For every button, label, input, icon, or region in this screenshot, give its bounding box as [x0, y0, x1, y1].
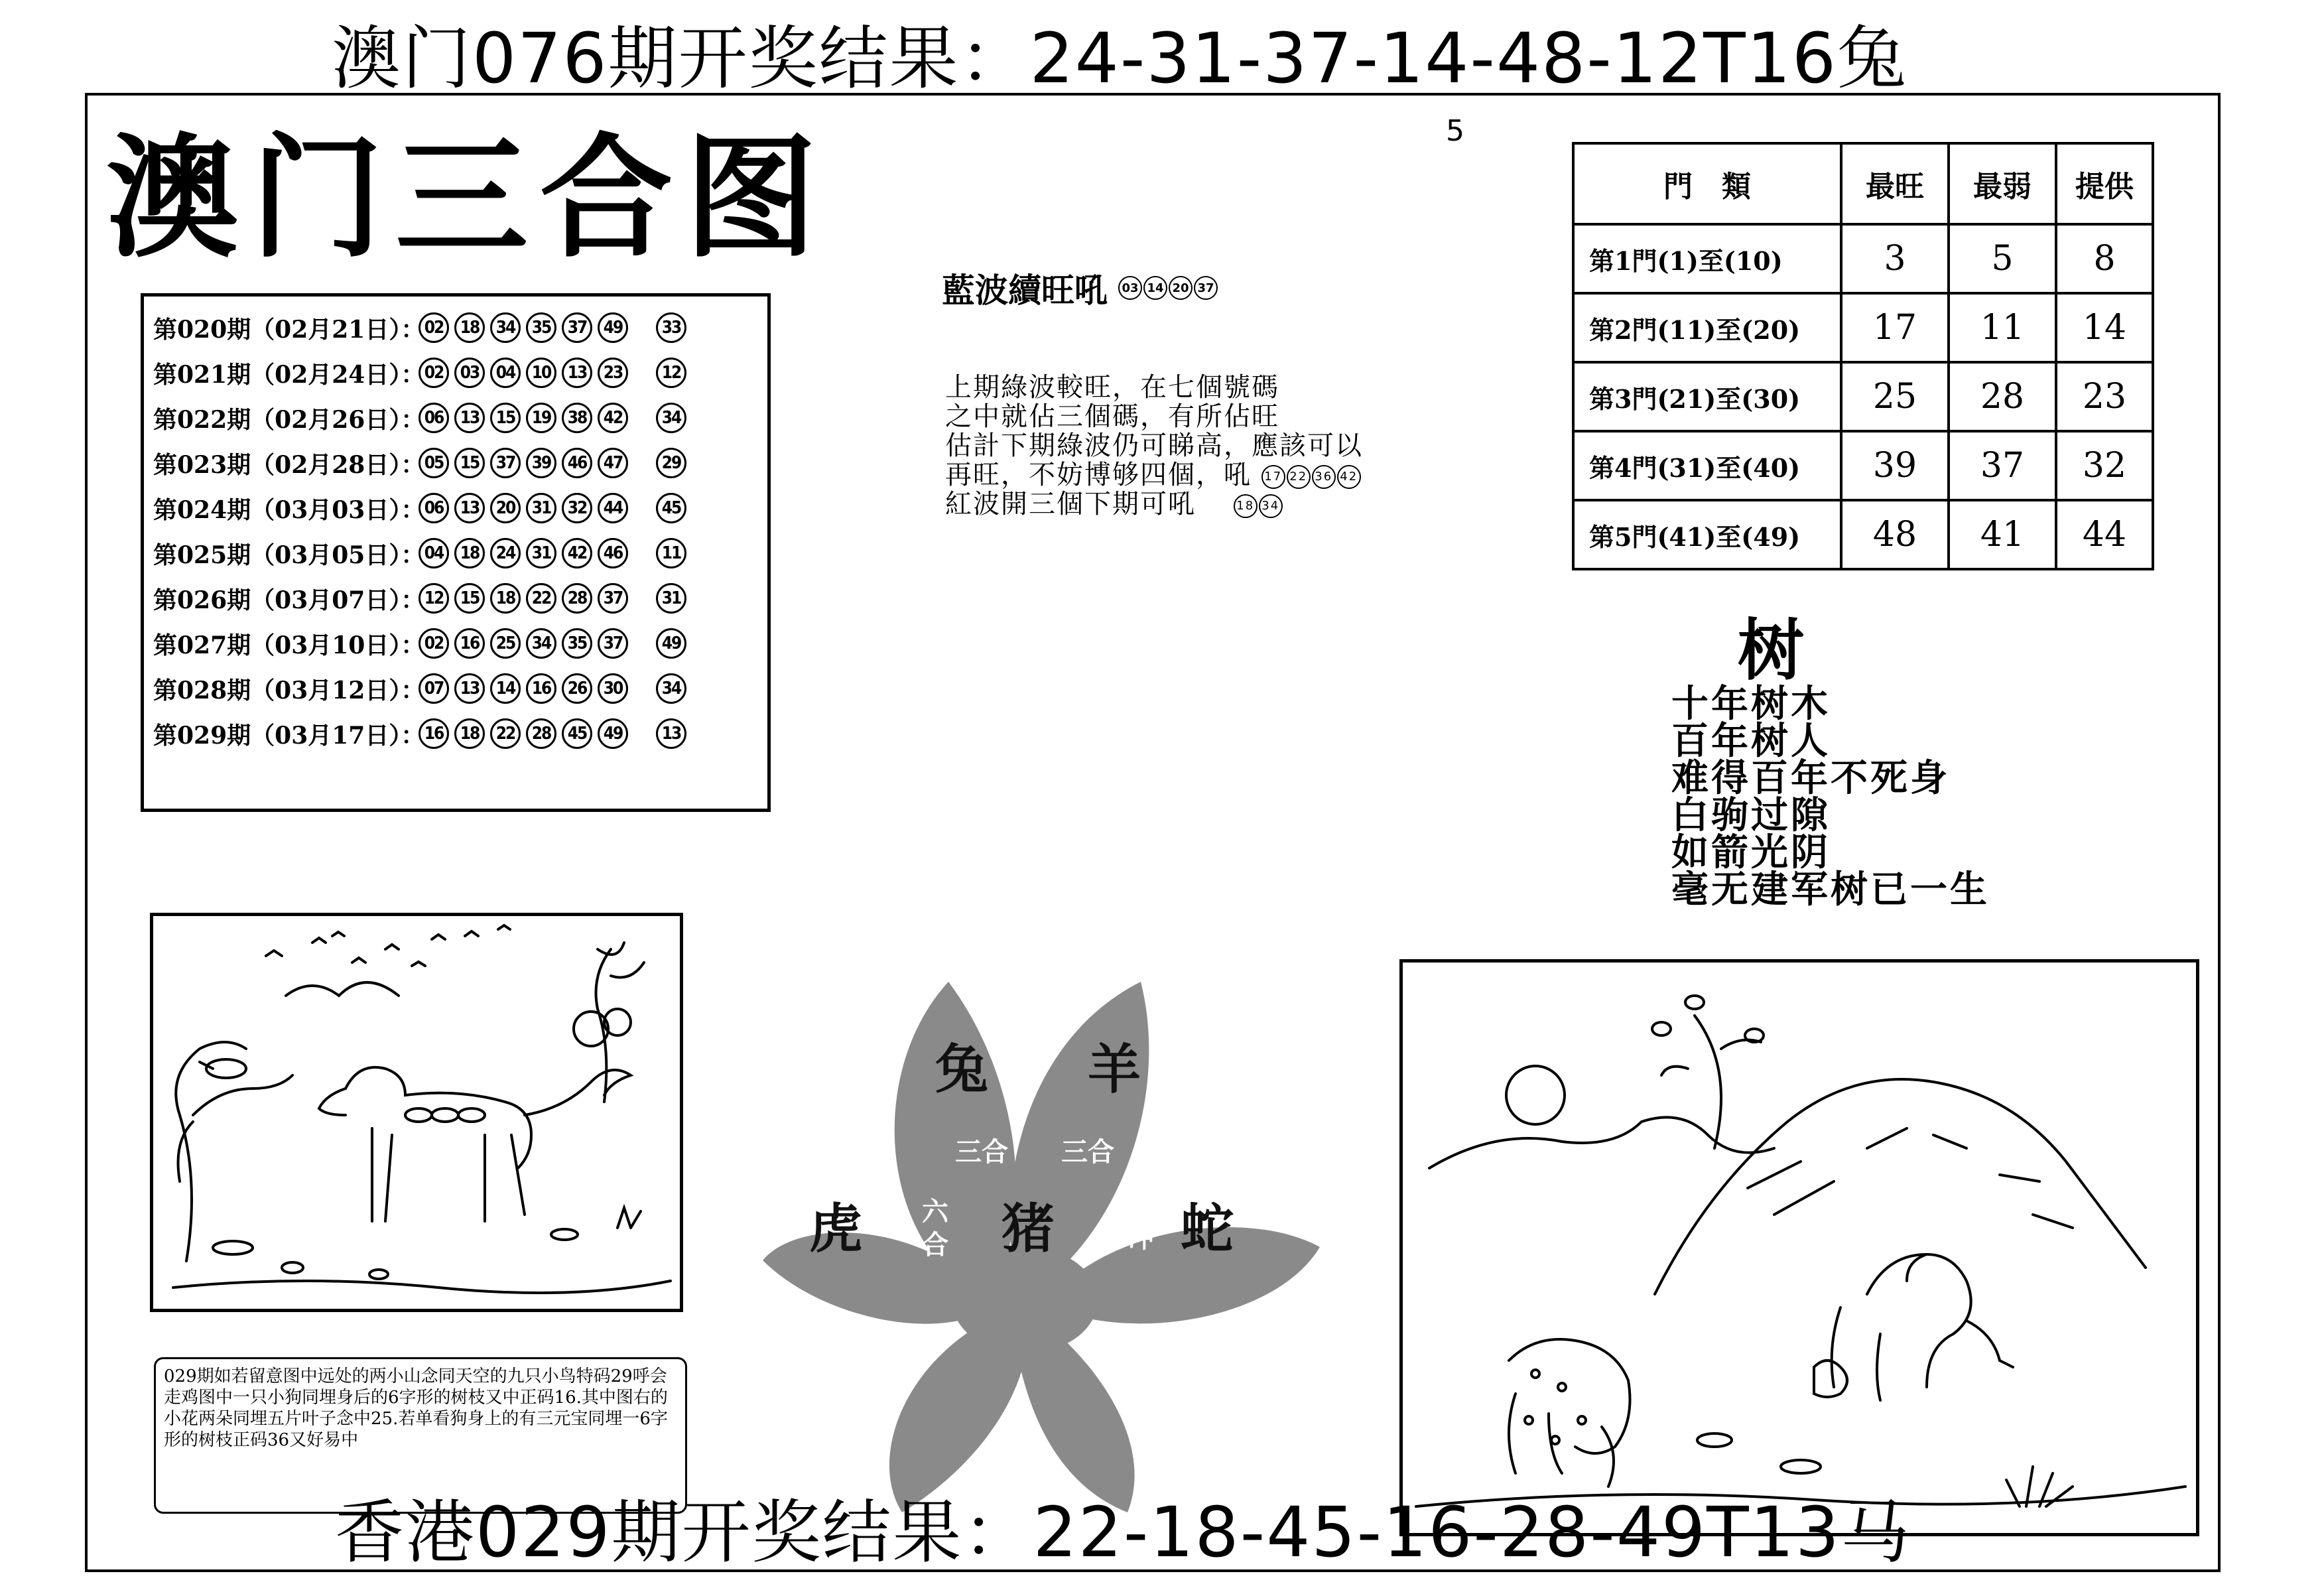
small-number-ball: 18: [1234, 494, 1258, 518]
analysis-balls: [1234, 494, 1283, 518]
number-ball: 37: [598, 583, 628, 614]
number-ball: 10: [526, 358, 556, 388]
number-ball: 23: [598, 358, 628, 388]
history-row: [153, 533, 686, 574]
door-max: 3: [1841, 224, 1949, 293]
mountain-illustration: [1399, 959, 2199, 1536]
flower-label-he: 合: [922, 1230, 948, 1260]
number-ball: 47: [598, 448, 628, 478]
number-ball: 22: [526, 583, 556, 614]
number-ball: 16: [454, 628, 485, 659]
number-ball: 38: [562, 403, 592, 433]
poem: [1671, 683, 1990, 911]
banner-top-result: 澳门076期开奖结果：24-31-37-14-48-12T16兔: [332, 18, 1908, 99]
number-ball: 06: [419, 403, 449, 433]
door-range: 第1門(1)至(10): [1573, 224, 1841, 293]
number-ball: 32: [562, 493, 592, 523]
number-ball: 42: [598, 403, 628, 433]
poem-line: 十年树木: [1671, 683, 1831, 726]
door-offer: 8: [2056, 224, 2153, 293]
page-title: 澳门三合图: [106, 121, 830, 276]
history-balls: [419, 358, 628, 388]
flower-tiger: 虎: [809, 1198, 862, 1260]
door-row: [1573, 431, 2153, 500]
number-ball: 34: [526, 628, 556, 659]
history-balls: [419, 628, 628, 659]
history-row: [153, 578, 686, 619]
flower-rabbit: 兔: [935, 1039, 988, 1100]
number-ball: 31: [526, 493, 556, 523]
special-number-ball: 11: [656, 538, 686, 568]
history-period-label: 第028期（03月12日）：: [153, 676, 425, 704]
door-row: [1573, 500, 2153, 569]
wave-tip-text: 藍波續旺吼: [942, 271, 1108, 310]
number-ball: 13: [454, 673, 485, 704]
door-offer: 44: [2056, 500, 2153, 569]
dog-drawing-icon: [153, 916, 680, 1309]
poem-line: 如箭光阴: [1671, 831, 1831, 874]
small-number-ball: 22: [1287, 465, 1311, 489]
analysis-line: 估計下期綠波仍可睇高，應該可以: [945, 431, 1363, 461]
special-number-ball: 34: [656, 673, 686, 704]
special-number-ball: 33: [656, 312, 686, 343]
zodiac-flower: [756, 968, 1326, 1526]
poem-line: 毫无建军树已一生: [1671, 868, 1990, 911]
poem-title: 树: [1738, 612, 1804, 689]
door-min: 41: [1949, 500, 2056, 569]
history-period-label: 第022期（02月26日）：: [153, 405, 425, 434]
number-ball: 28: [526, 718, 556, 749]
page-number: 5: [1446, 114, 1464, 148]
analysis-line-with-balls: [945, 490, 1449, 519]
flower-snake: 蛇: [1181, 1198, 1234, 1260]
header-max: 最旺: [1841, 143, 1949, 224]
history-row: [153, 623, 686, 664]
poem-line: 难得百年不死身: [1671, 757, 1950, 800]
mountain-drawing-icon: [1403, 963, 2196, 1533]
number-ball: 15: [490, 403, 521, 433]
door-offer: 14: [2056, 293, 2153, 362]
history-row: [153, 668, 686, 709]
history-period-label: 第023期（02月28日）：: [153, 450, 425, 479]
door-max: 39: [1841, 431, 1949, 500]
history-period-label: 第021期（02月24日）：: [153, 360, 425, 389]
number-ball: 25: [490, 628, 521, 659]
number-ball: 12: [419, 583, 449, 614]
number-ball: 22: [490, 718, 521, 749]
special-number-ball: 12: [656, 358, 686, 388]
history-balls: [419, 718, 628, 749]
number-ball: 31: [526, 538, 556, 568]
door-range: 第2門(11)至(20): [1573, 293, 1841, 362]
door-max: 17: [1841, 293, 1949, 362]
history-balls: [419, 403, 628, 433]
small-number-ball: 17: [1261, 465, 1285, 489]
door-min: 37: [1949, 431, 2056, 500]
header-min: 最弱: [1949, 143, 2056, 224]
door-table-header-row: [1573, 143, 2153, 224]
history-balls: [419, 448, 628, 478]
special-number-ball: 29: [656, 448, 686, 478]
history-period-label: 第027期（03月10日）：: [153, 631, 425, 659]
small-number-ball: 37: [1194, 276, 1218, 300]
number-ball: 39: [526, 448, 556, 478]
small-number-ball: 03: [1118, 276, 1142, 300]
history-row: [153, 397, 686, 438]
hint-note: 029期如若留意图中远处的两小山念同天空的九只小鸟特码29呼会走鸡图中一只小狗同埋身后的6字形的树枝又中正码16.其中图右的小花两朵同埋五片叶子念中25.若单看狗身上的有三元宝同埋一6字形的树枝正码36又好易中: [154, 1357, 687, 1514]
history-results-box: [141, 293, 771, 812]
number-ball: 13: [562, 358, 592, 388]
number-ball: 37: [598, 628, 628, 659]
number-ball: 04: [490, 358, 521, 388]
number-ball: 13: [454, 493, 485, 523]
door-offer: 32: [2056, 431, 2153, 500]
number-ball: 13: [454, 403, 485, 433]
number-ball: 16: [419, 718, 449, 749]
history-row: [153, 442, 686, 484]
flower-label-sanhe: 三合: [955, 1137, 1008, 1167]
door-row: [1573, 224, 2153, 293]
flower-label-sanhe: 三合: [1061, 1137, 1114, 1167]
special-number-ball: 49: [656, 628, 686, 659]
door-min: 11: [1949, 293, 2056, 362]
history-period-label: 第020期（02月21日）：: [153, 315, 425, 344]
banner-bottom-result: 香港029期开奖结果：22-18-45-16-28-49T13马: [335, 1492, 1911, 1573]
door-range: 第3門(21)至(30): [1573, 362, 1841, 431]
history-row: [153, 488, 686, 529]
dog-illustration: [150, 913, 683, 1312]
number-ball: 18: [454, 312, 485, 343]
number-ball: 34: [490, 312, 521, 343]
analysis-text: [945, 373, 1449, 519]
door-range: 第4門(31)至(40): [1573, 431, 1841, 500]
history-row: [153, 352, 686, 393]
number-ball: 15: [454, 583, 485, 614]
number-ball: 19: [526, 403, 556, 433]
flower-goat: 羊: [1088, 1039, 1141, 1100]
number-ball: 28: [562, 583, 592, 614]
number-ball: 16: [526, 673, 556, 704]
number-ball: 37: [490, 448, 521, 478]
small-number-ball: 34: [1259, 494, 1283, 518]
number-ball: 14: [490, 673, 521, 704]
door-range: 第5門(41)至(49): [1573, 500, 1841, 569]
analysis-line: 再旺，不妨博够四個，吼: [945, 460, 1252, 490]
history-row: [153, 307, 686, 348]
number-ball: 15: [454, 448, 485, 478]
analysis-line-with-balls: [945, 460, 1449, 490]
special-number-ball: 31: [656, 583, 686, 614]
special-number-ball: 34: [656, 403, 686, 433]
door-row: [1573, 362, 2153, 431]
history-period-label: 第025期（03月05日）：: [153, 541, 425, 569]
history-balls: [419, 493, 628, 523]
door-max: 25: [1841, 362, 1949, 431]
number-ball: 30: [598, 673, 628, 704]
number-ball: 37: [562, 312, 592, 343]
header-offer: 提供: [2056, 143, 2153, 224]
small-number-ball: 14: [1143, 276, 1167, 300]
wave-tip-balls: [1118, 276, 1218, 300]
door-table: [1572, 142, 2154, 570]
number-ball: 18: [454, 538, 485, 568]
number-ball: 49: [598, 718, 628, 749]
number-ball: 45: [562, 718, 592, 749]
number-ball: 46: [562, 448, 592, 478]
flower-pig: 猪: [1001, 1198, 1055, 1260]
flower-label-liu: 六: [922, 1197, 948, 1227]
number-ball: 24: [490, 538, 521, 568]
analysis-line: 上期綠波較旺，在七個號碼: [945, 372, 1279, 403]
door-row: [1573, 293, 2153, 362]
history-balls: [419, 583, 628, 614]
number-ball: 03: [454, 358, 485, 388]
history-period-label: 第024期（03月03日）：: [153, 496, 425, 524]
number-ball: 02: [419, 358, 449, 388]
number-ball: 49: [598, 312, 628, 343]
number-ball: 18: [490, 583, 521, 614]
small-number-ball: 20: [1169, 276, 1193, 300]
analysis-line: 之中就佔三個碼，有所佔旺: [945, 401, 1279, 432]
number-ball: 35: [562, 628, 592, 659]
analysis-line: 紅波開三個下期可吼: [945, 489, 1196, 519]
number-ball: 46: [598, 538, 628, 568]
wave-tip: [942, 264, 1218, 312]
number-ball: 02: [419, 312, 449, 343]
number-ball: 04: [419, 538, 449, 568]
number-ball: 44: [598, 493, 628, 523]
number-ball: 06: [419, 493, 449, 523]
poem-line: 白驹过隙: [1671, 794, 1831, 837]
small-number-ball: 36: [1312, 465, 1336, 489]
history-period-label: 第029期（03月17日）：: [153, 721, 425, 750]
number-ball: 07: [419, 673, 449, 704]
special-number-ball: 45: [656, 493, 686, 523]
door-max: 48: [1841, 500, 1949, 569]
flower-label-chong: 冲: [1128, 1223, 1154, 1254]
history-balls: [419, 538, 628, 568]
number-ball: 26: [562, 673, 592, 704]
history-balls: [419, 673, 628, 704]
history-row: [153, 713, 686, 754]
door-offer: 23: [2056, 362, 2153, 431]
history-period-label: 第026期（03月07日）：: [153, 586, 425, 614]
number-ball: 20: [490, 493, 521, 523]
number-ball: 05: [419, 448, 449, 478]
header-door: 門 類: [1573, 143, 1841, 224]
door-min: 28: [1949, 362, 2056, 431]
number-ball: 42: [562, 538, 592, 568]
poem-line: 百年树人: [1671, 720, 1831, 763]
door-min: 5: [1949, 224, 2056, 293]
small-number-ball: 42: [1337, 465, 1361, 489]
number-ball: 35: [526, 312, 556, 343]
history-balls: [419, 312, 628, 343]
special-number-ball: 13: [656, 718, 686, 749]
number-ball: 02: [419, 628, 449, 659]
analysis-balls: [1261, 465, 1361, 489]
number-ball: 18: [454, 718, 485, 749]
